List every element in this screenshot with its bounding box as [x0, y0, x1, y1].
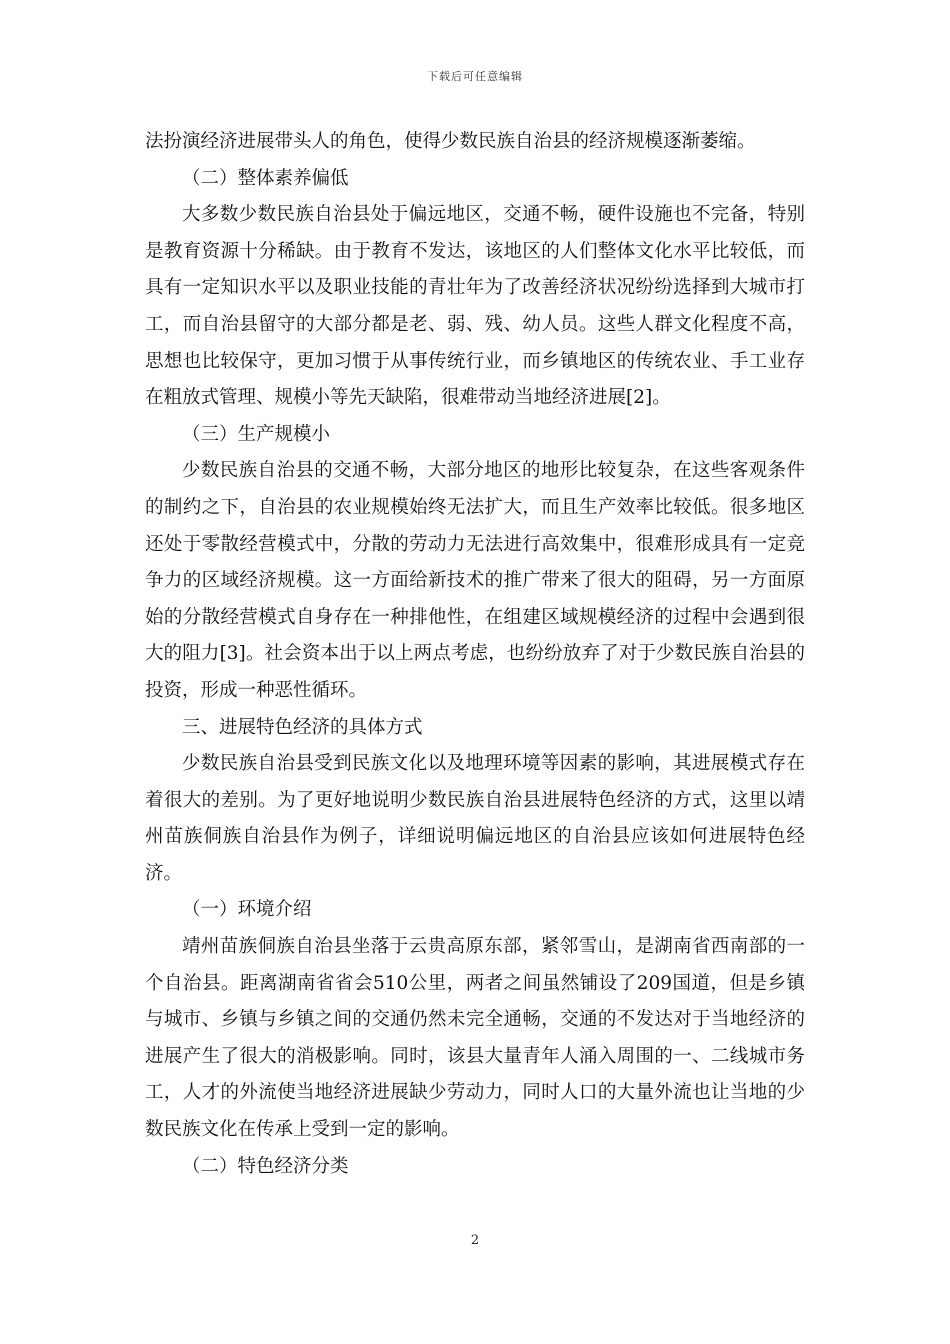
- page-number: 2: [470, 1233, 480, 1248]
- page-header: 下载后可任意编辑: [427, 70, 523, 83]
- paragraph: 少数民族自治县受到民族文化以及地理环境等因素的影响，其进展模式存在着很大的差别。为了更好地说明少数民族自治县进展特色经济的方式，这里以靖州苗族侗族自治县作为例子，详细说明偏远地区的自治县应该如何进展特色经济。: [145, 753, 805, 884]
- paragraph: 少数民族自治县的交通不畅，大部分地区的地形比较复杂，在这些客观条件的制约之下，自治县的农业规模始终无法扩大，而且生产效率比较低。很多地区还处于零散经营模式中，分散的劳动力无法进行高效集中，很难形成具有一定竞争力的区域经济规模。这一方面给新技术的推广带来了很大的阻碍，另一方面原始的分散经营模式自身存在一种排他性，在组建区域规模经济的过程中会遇到很大的阻力[3]。社会资本出于以上两点考虑，也纷纷放弃了对于少数民族自治县的投资，形成一种恶性循环。: [145, 460, 805, 701]
- section-heading: （一）环境介绍: [182, 899, 312, 921]
- chapter-heading: 三、进展特色经济的具体方式: [182, 716, 423, 738]
- section-heading: （二）整体素养偏低: [182, 167, 349, 189]
- paragraph: 大多数少数民族自治县处于偏远地区，交通不畅，硬件设施也不完备，特别是教育资源十分稀缺。由于教育不发达，该地区的人们整体文化水平比较低，而具有一定知识水平以及职业技能的青壮年为了改善经济状况纷纷选择到大城市打工，而自治县留守的大部分都是老、弱、残、幼人员。这些人群文化程度不高，思想也比较保守，更加习惯于从事传统行业，而乡镇地区的传统农业、手工业存在粗放式管理、规模小等先天缺陷，很难带动当地经济进展[2]。: [145, 204, 805, 409]
- document-body: [145, 124, 805, 1185]
- section-heading: （三）生产规模小: [182, 423, 331, 445]
- paragraph: 靖州苗族侗族自治县坐落于云贵高原东部，紧邻雪山，是湖南省西南部的一个自治县。距离湖南省省会510公里，两者之间虽然铺设了209国道，但是乡镇与城市、乡镇与乡镇之间的交通仍然未完全通畅，交通的不发达对于当地经济的进展产生了很大的消极影响。同时，该县大量青年人涌入周围的一、二线城市务工，人才的外流使当地经济进展缺少劳动力，同时人口的大量外流也让当地的少数民族文化在传承上受到一定的影响。: [145, 936, 805, 1141]
- section-heading: （二）特色经济分类: [182, 1155, 349, 1177]
- paragraph-continuation: 法扮演经济进展带头人的角色，使得少数民族自治县的经济规模逐渐萎缩。: [145, 131, 756, 152]
